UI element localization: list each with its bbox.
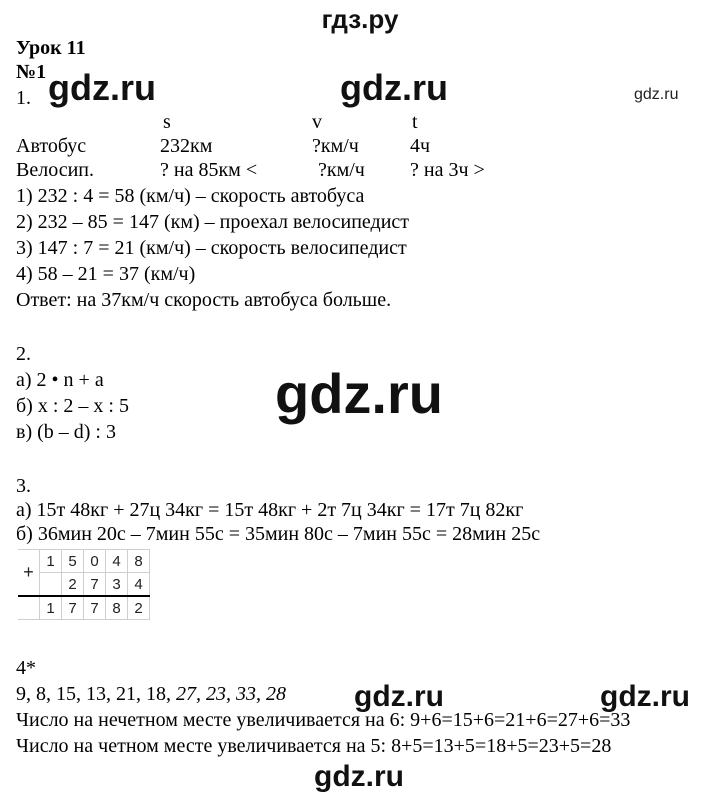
sum-digit-cell: 8 [106, 596, 128, 620]
conversion-line: б) 36мин 20с – 7мин 55с = 35мин 80с – 7мин 55с = 28мин 25с [16, 523, 541, 545]
gdz-watermark-large: gdz.ru [275, 362, 443, 425]
rule-line: Число на нечетном месте увеличивается на 6: 9+6=15+6=21+6=27+6=33 [16, 709, 631, 731]
bike-speed: ?км/ч [318, 159, 365, 181]
number-sequence [16, 682, 286, 706]
rule-line: Число на четном месте увеличивается на 5: 8+5=13+5=18+5=23+5=28 [16, 735, 612, 757]
gdz-watermark-footer: gdz.ru [314, 760, 404, 793]
conversion-line: а) 15т 48кг + 27ц 34кг = 15т 48кг + 2т 7ц 34кг = 17т 7ц 82кг [16, 499, 524, 521]
header-s: s [163, 111, 171, 133]
digit-cell: 7 [84, 573, 106, 597]
solution-step: 1) 232 : 4 = 58 (км/ч) – скорость автобуса [16, 185, 365, 207]
bus-time: 4ч [410, 135, 431, 157]
gdz-watermark: gdz.ru [340, 67, 448, 108]
digit-cell: 8 [128, 550, 150, 573]
empty-cell [18, 596, 40, 620]
solution-step: 2) 232 – 85 = 147 (км) – проехал велосипедист [16, 211, 410, 233]
task-number: №1 [16, 61, 47, 83]
digit-cell: 3 [106, 573, 128, 597]
digit-cell: 4 [106, 550, 128, 573]
gdz-watermark: gdz.ru [48, 67, 156, 108]
digit-cell: 5 [62, 550, 84, 573]
sequence-continued: 27, 23, 33, 28 [176, 683, 286, 705]
digit-cell: 0 [84, 550, 106, 573]
bus-distance: 232км [160, 135, 213, 157]
task3-label: 3. [16, 475, 31, 497]
lesson-title: Урок 11 [16, 37, 86, 59]
bus-label: Автобус [16, 135, 87, 157]
bike-time: ? на 3ч > [410, 159, 485, 181]
sum-digit-cell: 7 [62, 596, 84, 620]
expression-line: а) 2 • n + a [16, 369, 104, 391]
solution-step: 4) 58 – 21 = 37 (км/ч) [16, 263, 196, 285]
expression-line: в) (b – d) : 3 [16, 421, 116, 443]
bike-label: Велосип. [16, 159, 94, 181]
task1-label: 1. [16, 87, 31, 109]
expression-line: б) x : 2 – x : 5 [16, 395, 129, 417]
sum-digit-cell: 2 [128, 596, 150, 620]
header-v: v [312, 111, 322, 133]
bus-speed: ?км/ч [312, 135, 359, 157]
sequence-given: 9, 8, 15, 13, 21, 18, [16, 683, 171, 705]
column-addition [18, 549, 150, 620]
digit-cell: 1 [40, 550, 62, 573]
gdz-watermark: gdz.ru [354, 680, 444, 713]
plus-sign: + [18, 550, 40, 597]
digit-cell: 4 [128, 573, 150, 597]
answer-line: Ответ: на 37км/ч скорость автобуса больше. [16, 289, 392, 311]
task4-label: 4* [16, 657, 36, 679]
sum-digit-cell: 7 [84, 596, 106, 620]
gdz-watermark-small: gdz.ru [634, 86, 679, 103]
digit-cell [40, 573, 62, 597]
header-t: t [412, 111, 418, 133]
solution-step: 3) 147 : 7 = 21 (км/ч) – скорость велосипедист [16, 237, 407, 259]
bike-distance: ? на 85км < [160, 159, 258, 181]
sum-digit-cell: 1 [40, 596, 62, 620]
digit-cell: 2 [62, 573, 84, 597]
task2-label: 2. [16, 343, 31, 365]
gdz-watermark: gdz.ru [600, 680, 690, 713]
header-watermark: гдз.ру [321, 4, 399, 34]
